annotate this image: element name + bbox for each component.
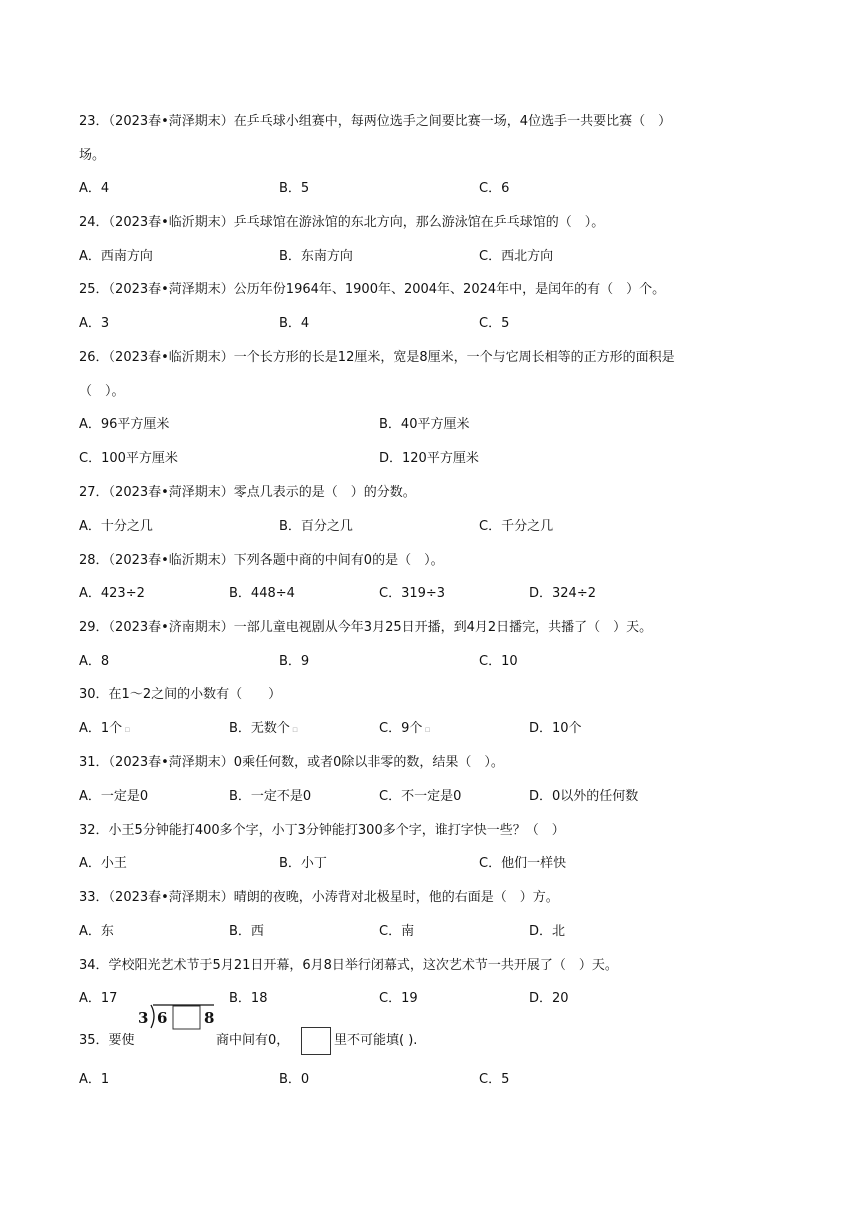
question-34-stem: 34．学校阳光艺术节于5月21日开幕，6月8日举行闭幕式，这次艺术节一共开展了（ ）天。 [79, 958, 618, 973]
q34-option-c: C．19 [379, 991, 418, 1006]
question-25-stem: 25．（2023春•菏泽期末）公历年份1964年、1900年、2004年、2024年中，是闰年的有（ ）个。 [79, 282, 666, 297]
q23-option-b: B．5 [279, 181, 310, 196]
question-35-stem-prefix: 35．要使 [79, 1033, 135, 1048]
q24-option-c: C．西北方向 [479, 249, 554, 264]
q26-option-c: C．100平方厘米 [79, 451, 178, 466]
q25-option-a: A．3 [79, 316, 110, 331]
division-blank-box [173, 1006, 200, 1029]
q32-option-b: B．小丁 [279, 856, 327, 871]
division-digit-3: 8 [204, 1009, 215, 1027]
q30-option-c: C．9个 ▫ [379, 721, 431, 736]
q32-option-c: C．他们一样快 [479, 856, 567, 871]
q29-option-a: A．8 [79, 654, 110, 669]
blank-box [301, 1027, 331, 1055]
q31-option-c: C．不一定是0 [379, 789, 462, 804]
question-35-stem-middle: 商中间有0， [216, 1033, 290, 1048]
q31-option-a: A．一定是0 [79, 789, 149, 804]
q28-option-b: B．448÷4 [229, 586, 295, 601]
q28-option-d: D．324÷2 [529, 586, 596, 601]
q28-option-a: A．423÷2 [79, 586, 145, 601]
q32-option-a: A．小王 [79, 856, 127, 871]
q25-option-b: B．4 [279, 316, 310, 331]
q33-option-c: C．南 [379, 924, 415, 939]
q29-option-c: C．10 [479, 654, 518, 669]
question-27-stem: 27．（2023春•菏泽期末）零点几表示的是（ ）的分数。 [79, 485, 416, 500]
division-divisor: 3 [138, 1009, 149, 1027]
question-32-stem: 32．小王5分钟能打400多个字，小丁3分钟能打300多个字，谁打字快一些？（ ） [79, 823, 565, 838]
q30-option-a: A．1个 ▫ [79, 721, 131, 736]
q26-option-b: B．40平方厘米 [379, 417, 470, 432]
q27-option-b: B．百分之几 [279, 519, 353, 534]
q27-option-c: C．千分之几 [479, 519, 554, 534]
q24-option-b: B．东南方向 [279, 249, 353, 264]
q33-option-d: D．北 [529, 924, 566, 939]
q35-option-b: B．0 [279, 1072, 310, 1087]
q23-option-c: C．6 [479, 181, 510, 196]
question-33-stem: 33．（2023春•菏泽期末）晴朗的夜晚，小涛背对北极星时，他的右面是（ ）方。 [79, 890, 559, 905]
q34-option-b: B．18 [229, 991, 268, 1006]
q33-option-a: A．东 [79, 924, 114, 939]
q34-option-d: D．20 [529, 991, 569, 1006]
question-31-stem: 31．（2023春•菏泽期末）0乘任何数，或者0除以非零的数，结果（ ）。 [79, 755, 504, 770]
question-23-stem: 23．（2023春•菏泽期末）在乒乓球小组赛中，每两位选手之间要比赛一场，4位选手一共要比赛（ ） [79, 114, 672, 129]
question-28-stem: 28．（2023春•临沂期末）下列各题中商的中间有0的是（ ）。 [79, 553, 444, 568]
q30-option-b: B．无数个 ▫ [229, 721, 299, 736]
q29-option-b: B．9 [279, 654, 310, 669]
question-35-stem-suffix: 里不可能填( ). [334, 1033, 418, 1048]
question-24-stem: 24．（2023春•临沂期末）乒乓球馆在游泳馆的东北方向，那么游泳馆在乒乓球馆的（ ）。 [79, 215, 605, 230]
division-bracket [151, 1005, 154, 1028]
q27-option-a: A．十分之几 [79, 519, 153, 534]
question-29-stem: 29．（2023春•济南期末）一部儿童电视剧从今年3月25日开播，到4月2日播完，共播了（ ）天。 [79, 620, 653, 635]
q23-option-a: A．4 [79, 181, 110, 196]
q34-option-a: A．17 [79, 991, 118, 1006]
q24-option-a: A．西南方向 [79, 249, 153, 264]
q30-option-d: D．10个 [529, 721, 582, 736]
q35-option-c: C．5 [479, 1072, 510, 1087]
q35-option-a: A．1 [79, 1072, 110, 1087]
long-division-figure [137, 1002, 215, 1030]
question-26-stem: 26．（2023春•临沂期末）一个长方形的长是12厘米，宽是8厘米，一个与它周长相等的正方形的面积是 [79, 350, 675, 365]
question-30-stem: 30．在1～2之间的小数有（ ） [79, 687, 282, 702]
q31-option-b: B．一定不是0 [229, 789, 312, 804]
q28-option-c: C．319÷3 [379, 586, 446, 601]
q26-option-d: D．120平方厘米 [379, 451, 479, 466]
q25-option-c: C．5 [479, 316, 510, 331]
q31-option-d: D．0以外的任何数 [529, 789, 639, 804]
q33-option-b: B．西 [229, 924, 264, 939]
division-digit-1: 6 [157, 1009, 168, 1027]
question-23-stem-cont: 场。 [79, 148, 106, 163]
question-26-stem-cont: （ ）。 [79, 384, 125, 399]
q26-option-a: A．96平方厘米 [79, 417, 170, 432]
